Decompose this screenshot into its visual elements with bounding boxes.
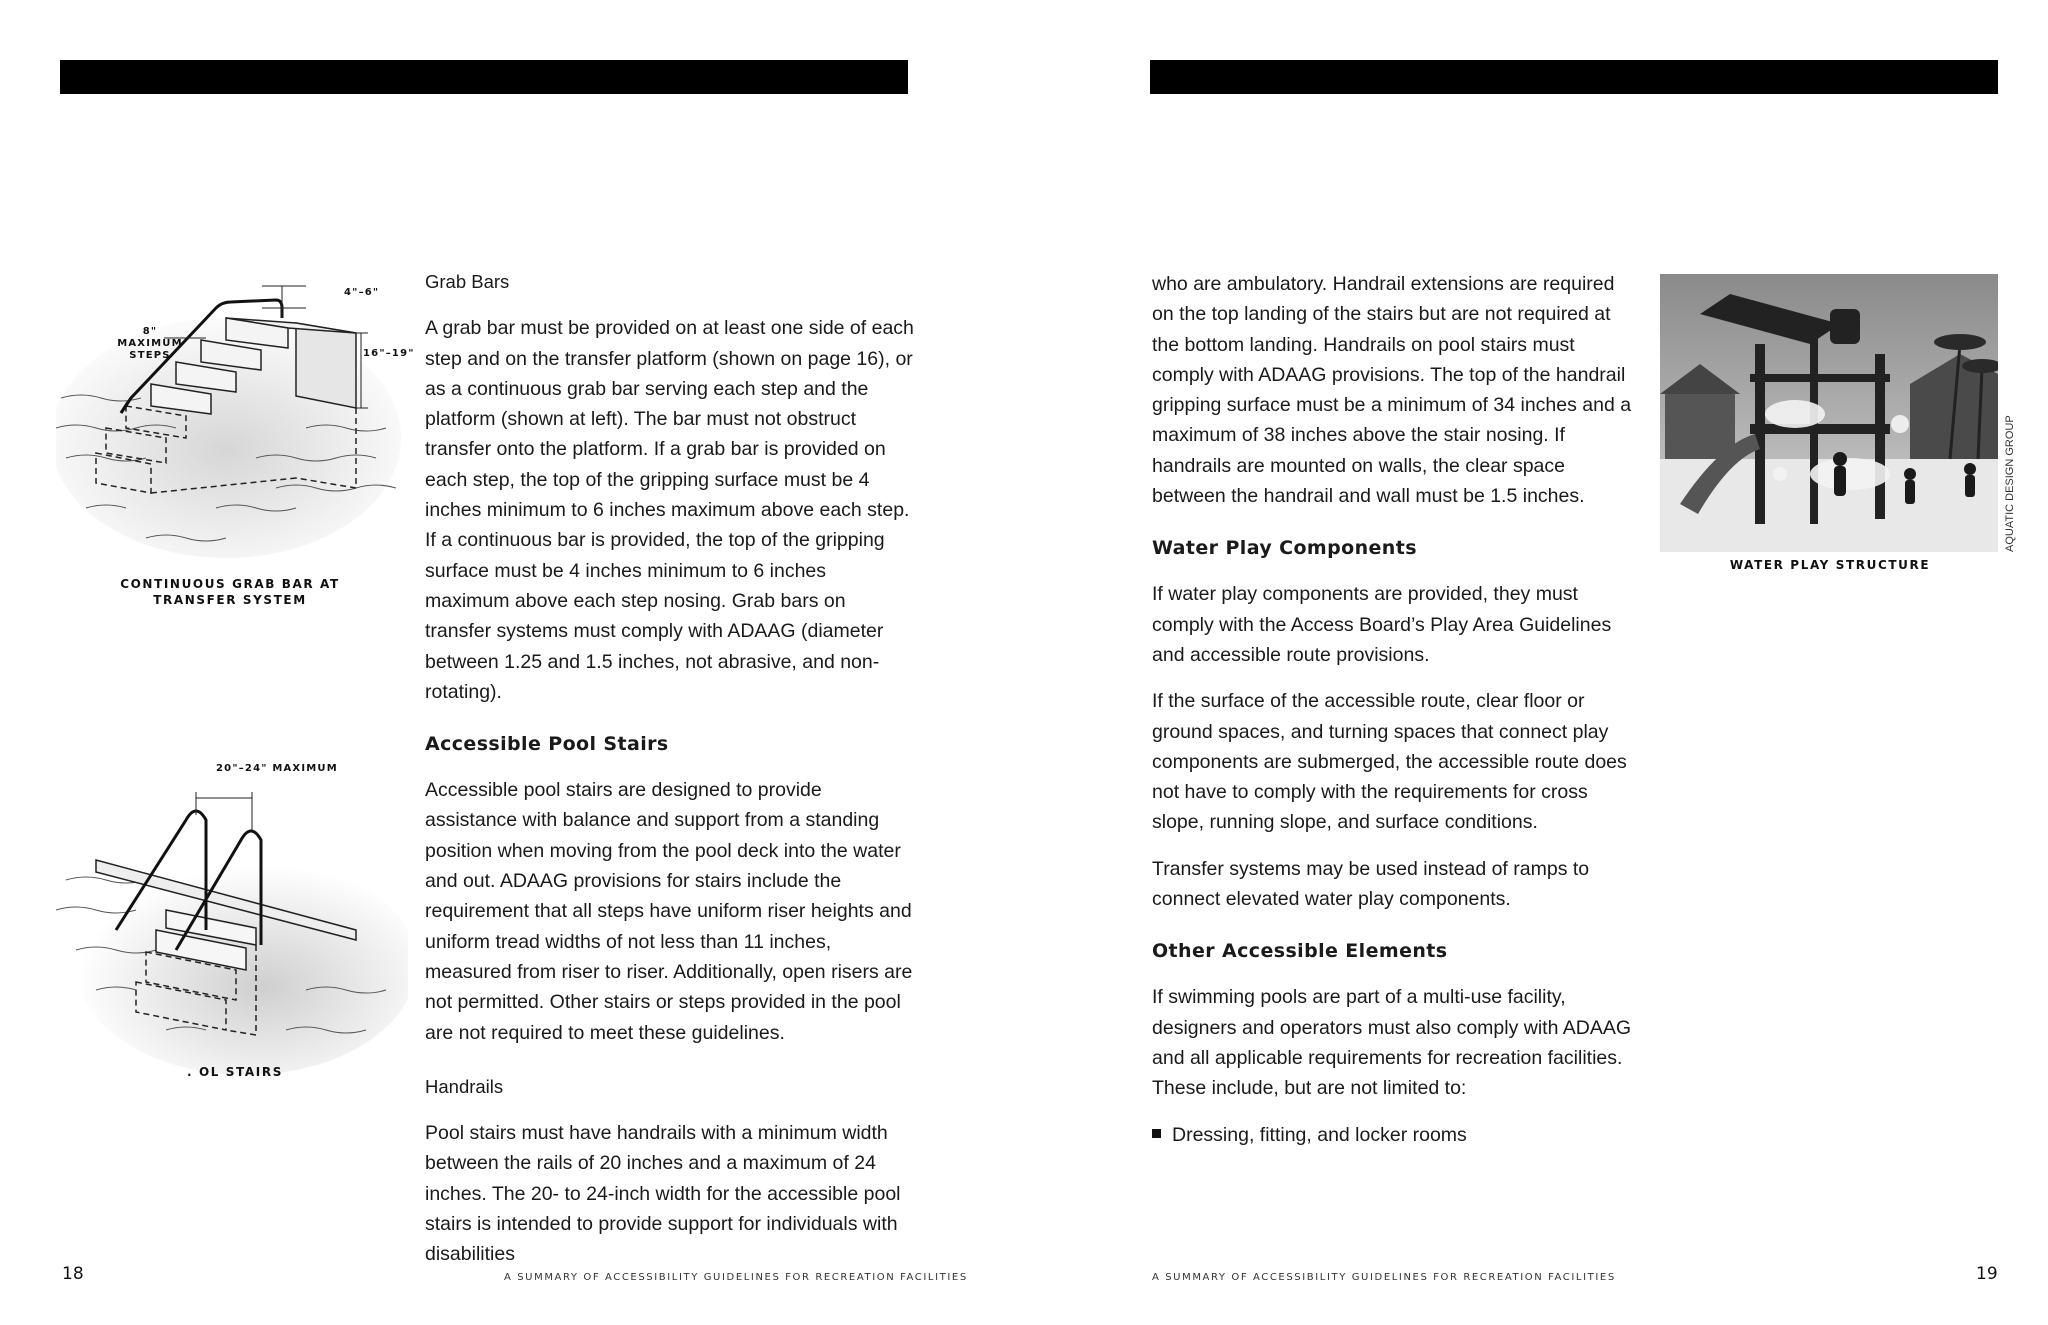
water-play-heading: Water Play Components xyxy=(1152,537,1417,560)
handrails-paragraph: Pool stairs must have handrails with a minimum width between the rails of 20 inches and a maximum of 24 inches. The 20- to 24-inch width for the accessible pool stairs is intended to provide support for individuals with disabilities xyxy=(425,1122,901,1266)
pool-stairs-heading: Accessible Pool Stairs xyxy=(425,733,669,756)
bullet-square-icon xyxy=(1152,1129,1161,1138)
grab-bars-heading: Grab Bars xyxy=(425,271,510,292)
handrails-continued-paragraph: who are ambulatory. Handrail extensions are required on the top landing of the stairs but are not required at the bottom landing. Handrails on pool stairs must comply with ADAAG provisions. The top of the handrail gripping surface must be a minimum of 34 inches and a maximum of 38 inches above the stair nosing. If handrails are mounted on walls, the clear space between the handrail and wall must be 1.5 inches. xyxy=(1152,273,1632,508)
fig2-label-width: 20"–24" MAXIMUM xyxy=(216,763,338,774)
photo-credit: AQUATIC DESIGN GROUP xyxy=(2004,415,2016,552)
water-play-paragraph-2: If the surface of the accessible route, clear floor or ground spaces, and turning spaces that connect play components are submerged, the accessible route does not have to comply with the requirements for cross slope, running slope, and surface conditions. xyxy=(1152,690,1627,834)
fig1-label-side: 16"–19" xyxy=(363,348,415,359)
right-header-bar xyxy=(1150,60,1998,94)
fig1-label-top: 4"–6" xyxy=(344,287,380,298)
list-item xyxy=(1152,1120,1640,1150)
grab-bars-paragraph: A grab bar must be provided on at least one side of each step and on the transfer platform (shown on page 16), or as a continuous grab bar serving each step and the platform (shown at left). The bar must not obstruct transfer onto the platform. If a grab bar is provided on each step, the top of the gripping surface must be 4 inches minimum to 6 inches maximum above each step. If a continuous bar is provided, the top of the gripping surface must be 4 inches minimum to 6 inches maximum above each step nosing. Grab bars on transfer systems must comply with ADAAG (diameter between 1.25 and 1.5 inches, not abrasive, and non-rotating). xyxy=(425,317,914,703)
right-footer: A SUMMARY OF ACCESSIBILITY GUIDELINES FOR RECREATION FACILITIES xyxy=(1152,1272,1616,1283)
pool-stairs-illustration xyxy=(56,780,408,1080)
right-page-number: 19 xyxy=(1976,1264,1998,1284)
water-play-paragraph-3: Transfer systems may be used instead of ramps to connect elevated water play components. xyxy=(1152,857,1590,911)
fig1-caption: CONTINUOUS GRAB BAR AT TRANSFER SYSTEM xyxy=(120,577,340,607)
handrails-heading: Handrails xyxy=(425,1075,504,1097)
left-header-bar xyxy=(60,60,908,94)
water-play-photo xyxy=(1660,274,1998,552)
other-elements-paragraph: If swimming pools are part of a multi-use facility, designers and operators must also comply with ADAAG and all applicable requirements for recreation facilities. These include, but are not limited to: xyxy=(1152,986,1632,1100)
fig1-label-steps: 8" MAXIMUM STEPS xyxy=(117,326,183,361)
left-footer: A SUMMARY OF ACCESSIBILITY GUIDELINES FOR RECREATION FACILITIES xyxy=(504,1272,968,1283)
transfer-system-illustration xyxy=(56,278,408,578)
left-page-number: 18 xyxy=(62,1264,84,1284)
pool-stairs-paragraph: Accessible pool stairs are designed to provide assistance with balance and support from a standing position when moving from the pool deck into the water and out. ADAAG provisions for stairs include the requirement that all steps have uniform riser heights and uniform tread widths of not less than 11 inches, measured from riser to riser. Additionally, open risers are not permitted. Other stairs or steps provided in the pool are not required to meet these guidelines. xyxy=(425,779,913,1044)
other-elements-heading: Other Accessible Elements xyxy=(1152,940,1448,963)
list-item-text: Dressing, fitting, and locker rooms xyxy=(1172,1123,1467,1146)
water-play-paragraph-1: If water play components are provided, they must comply with the Access Board’s Play Area Guidelines and accessible route provisions. xyxy=(1152,583,1612,666)
right-text-column xyxy=(1152,269,1640,1150)
left-text-column xyxy=(425,267,915,1286)
photo-caption: WATER PLAY STRUCTURE xyxy=(1729,558,1931,572)
fig2-caption: . OL STAIRS xyxy=(187,1065,283,1079)
